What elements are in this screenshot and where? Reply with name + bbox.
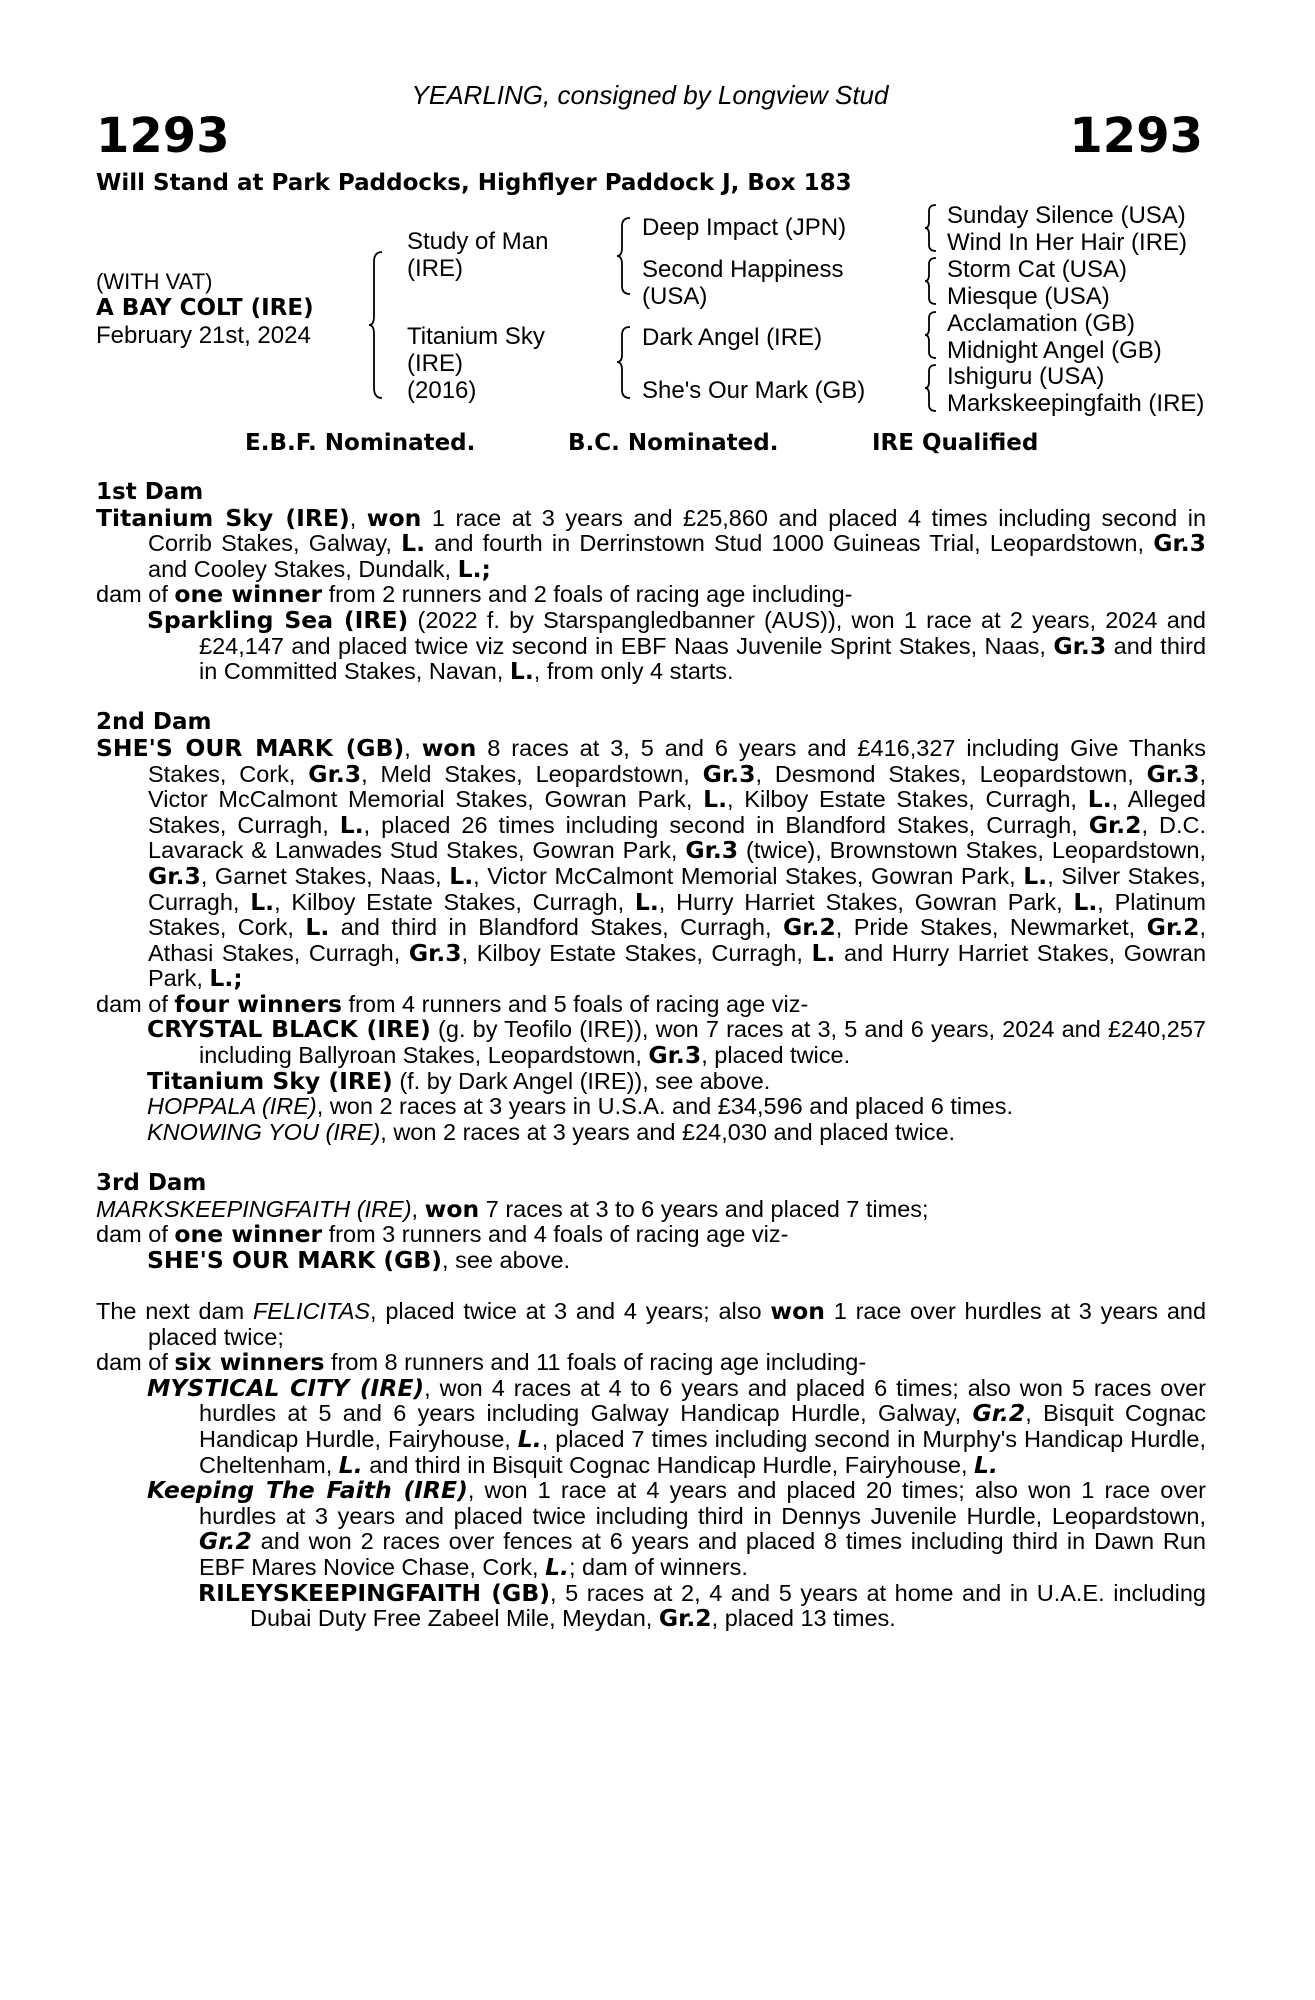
pedigree-brace-main — [368, 250, 384, 400]
second-dam-progeny-4: KNOWING YOU (IRE), won 2 races at 3 years and £24,030 and placed twice. — [147, 1118, 956, 1145]
vat-note: (WITH VAT) — [96, 269, 213, 294]
subject-block — [96, 268, 314, 349]
gg-dam-dam: Ishiguru (USA) Markskeepingfaith (IRE) — [947, 363, 1205, 417]
second-dam-progeny-1: CRYSTAL BLACK (IRE) (g. by Teofilo (IRE)), won 7 races at 3, 5 and 6 years, 2024 and £240,257 including Ballyroan Stakes, Leopardstown, Gr.3, placed twice. — [147, 1015, 1206, 1070]
nomination-ire: IRE Qualified — [872, 430, 1039, 456]
second-dam-progeny-3: HOPPALA (IRE), won 2 races at 3 years in U.S.A. and £34,596 and placed 6 times. — [147, 1093, 1014, 1120]
first-dam-section — [96, 480, 1206, 685]
sire: Study of Man (IRE) — [407, 228, 549, 282]
next-dam-section — [96, 1299, 1206, 1632]
second-dam-section — [96, 710, 1206, 1145]
dam-dam: She's Our Mark (GB) — [642, 377, 866, 404]
third-dam-record: MARKSKEEPINGFAITH (IRE), won 7 races at 3 to 6 years and placed 7 times; — [96, 1194, 929, 1223]
second-dam-progeny-2: Titanium Sky (IRE) (f. by Dark Angel (IRE)), see above. — [147, 1066, 771, 1095]
subject-name: A BAY COLT (IRE) — [96, 295, 314, 321]
first-dam-produce: dam of one winner from 2 runners and 2 foals of racing age including- — [96, 580, 853, 609]
first-dam-heading: 1st Dam — [96, 479, 204, 505]
third-dam-progeny-1: SHE'S OUR MARK (GB), see above. — [147, 1245, 571, 1274]
pedigree-brace-sire — [616, 216, 632, 296]
third-dam-section — [96, 1171, 1206, 1273]
next-dam-record: The next dam FELICITAS, placed twice at 3 and 4 years; also won 1 race over hurdles at 3 years and placed twice; — [96, 1297, 1207, 1350]
sire-dam: Second Happiness (USA) — [642, 256, 844, 310]
pedigree-brace-gg2 — [924, 256, 938, 306]
pedigree-brace-dam — [616, 325, 632, 400]
third-dam-heading: 3rd Dam — [96, 1170, 207, 1197]
next-dam-progeny-2-1: RILEYSKEEPINGFAITH (GB), 5 races at 2, 4 and 5 years at home and in U.A.E. including Dubai Duty Free Zabeel Mile, Meydan, Gr.2, placed 13 times. — [198, 1578, 1206, 1633]
nomination-bc: B.C. Nominated. — [568, 430, 779, 456]
subject-dob: February 21st, 2024 — [96, 322, 311, 349]
gg-sire-sire: Sunday Silence (USA) Wind In Her Hair (IRE) — [947, 202, 1188, 256]
lot-number-right: 1293 — [1069, 108, 1203, 164]
pedigree-brace-gg3 — [924, 310, 938, 360]
sire-sire: Deep Impact (JPN) — [642, 214, 847, 241]
gg-sire-dam: Storm Cat (USA) Miesque (USA) — [947, 256, 1128, 310]
dam-sire: Dark Angel (IRE) — [642, 324, 823, 351]
first-dam-record: Titanium Sky (IRE), won 1 race at 3 years and £25,860 and placed 4 times including second in Corrib Stakes, Galway, L. and fourth in Derrinstown Stud 1000 Guineas Trial, Leopardstown, Gr.3 and Cooley Stakes, Dundalk, L.; — [96, 503, 1207, 583]
pedigree-brace-gg1 — [924, 203, 938, 253]
gg-dam-sire: Acclamation (GB) Midnight Angel (GB) — [947, 310, 1162, 364]
lot-number-left: 1293 — [96, 108, 230, 164]
pedigree-brace-gg4 — [924, 363, 938, 413]
nomination-ebf: E.B.F. Nominated. — [245, 430, 476, 456]
stand-location: Will Stand at Park Paddocks, Highflyer Paddock J, Box 183 — [96, 170, 852, 196]
second-dam-heading: 2nd Dam — [96, 709, 212, 736]
next-dam-progeny-2: Keeping The Faith (IRE), won 1 race at 4 years and placed 20 times; also won 1 race over hurdles at 3 years and placed twice including third in Dennys Juvenile Hurdle, Leopardstown, Gr.2 and won 2 races over fences at 6 years and placed 8 times including third in Dawn Run EBF Mares Novice Chase, Cork, L.; dam of winners. — [147, 1476, 1206, 1581]
next-dam-produce: dam of six winners from 8 runners and 11 foals of racing age including- — [96, 1348, 867, 1377]
first-dam-progeny: Sparkling Sea (IRE) (2022 f. by Starspangledbanner (AUS)), won 1 race at 2 years, 2024 and £24,147 and placed twice viz second in EBF Naas Juvenile Sprint Stakes, Naas, Gr.3 and third in Committed Stakes, Navan, L., from only 4 starts. — [147, 605, 1207, 686]
second-dam-produce: dam of four winners from 4 runners and 5 foals of racing age viz- — [96, 989, 809, 1018]
consignor-note: YEARLING, consigned by Longview Stud — [411, 80, 889, 110]
second-dam-record: SHE'S OUR MARK (GB), won 8 races at 3, 5 and 6 years and £416,327 including Give Thanks Stakes, Cork, Gr.3, Meld Stakes, Leopardstown, Gr.3, Desmond Stakes, Leopardstown, Gr.3, Victor McCalmont Memorial Stakes, Gowran Park, L., Kilboy Estate Stakes, Curragh, L., Alleged Stakes, Curragh, L., placed 26 times including second in Blandford Stakes, Curragh, Gr.2, D.C. Lavarack & Lanwades Stud Stakes, Gowran Park, Gr.3 (twice), Brownstown Stakes, Leopardstown, Gr.3, Garnet Stakes, Naas, L., Victor McCalmont Memorial Stakes, Gowran Park, L., Silver Stakes, Curragh, L., Kilboy Estate Stakes, Curragh, L., Hurry Harriet Stakes, Gowran Park, L., Platinum Stakes, Cork, L. and third in Blandford Stakes, Curragh, Gr.2, Pride Stakes, Newmarket, Gr.2, Athasi Stakes, Curragh, Gr.3, Kilboy Estate Stakes, Curragh, L. and Hurry Harriet Stakes, Gowran Park, L.; — [96, 733, 1207, 993]
catalogue-body — [96, 480, 1206, 1632]
third-dam-produce: dam of one winner from 3 runners and 4 foals of racing age viz- — [96, 1220, 789, 1249]
next-dam-progeny-1: MYSTICAL CITY (IRE), won 4 races at 4 to 6 years and placed 6 times; also won 5 races over hurdles at 5 and 6 years including Galway Handicap Hurdle, Galway, Gr.2, Bisquit Cognac Handicap Hurdle, Fairyhouse, L., placed 7 times including second in Murphy's Handicap Hurdle, Cheltenham, L. and third in Bisquit Cognac Handicap Hurdle, Fairyhouse, L. — [147, 1373, 1207, 1479]
dam: Titanium Sky (IRE) (2016) — [407, 323, 545, 404]
